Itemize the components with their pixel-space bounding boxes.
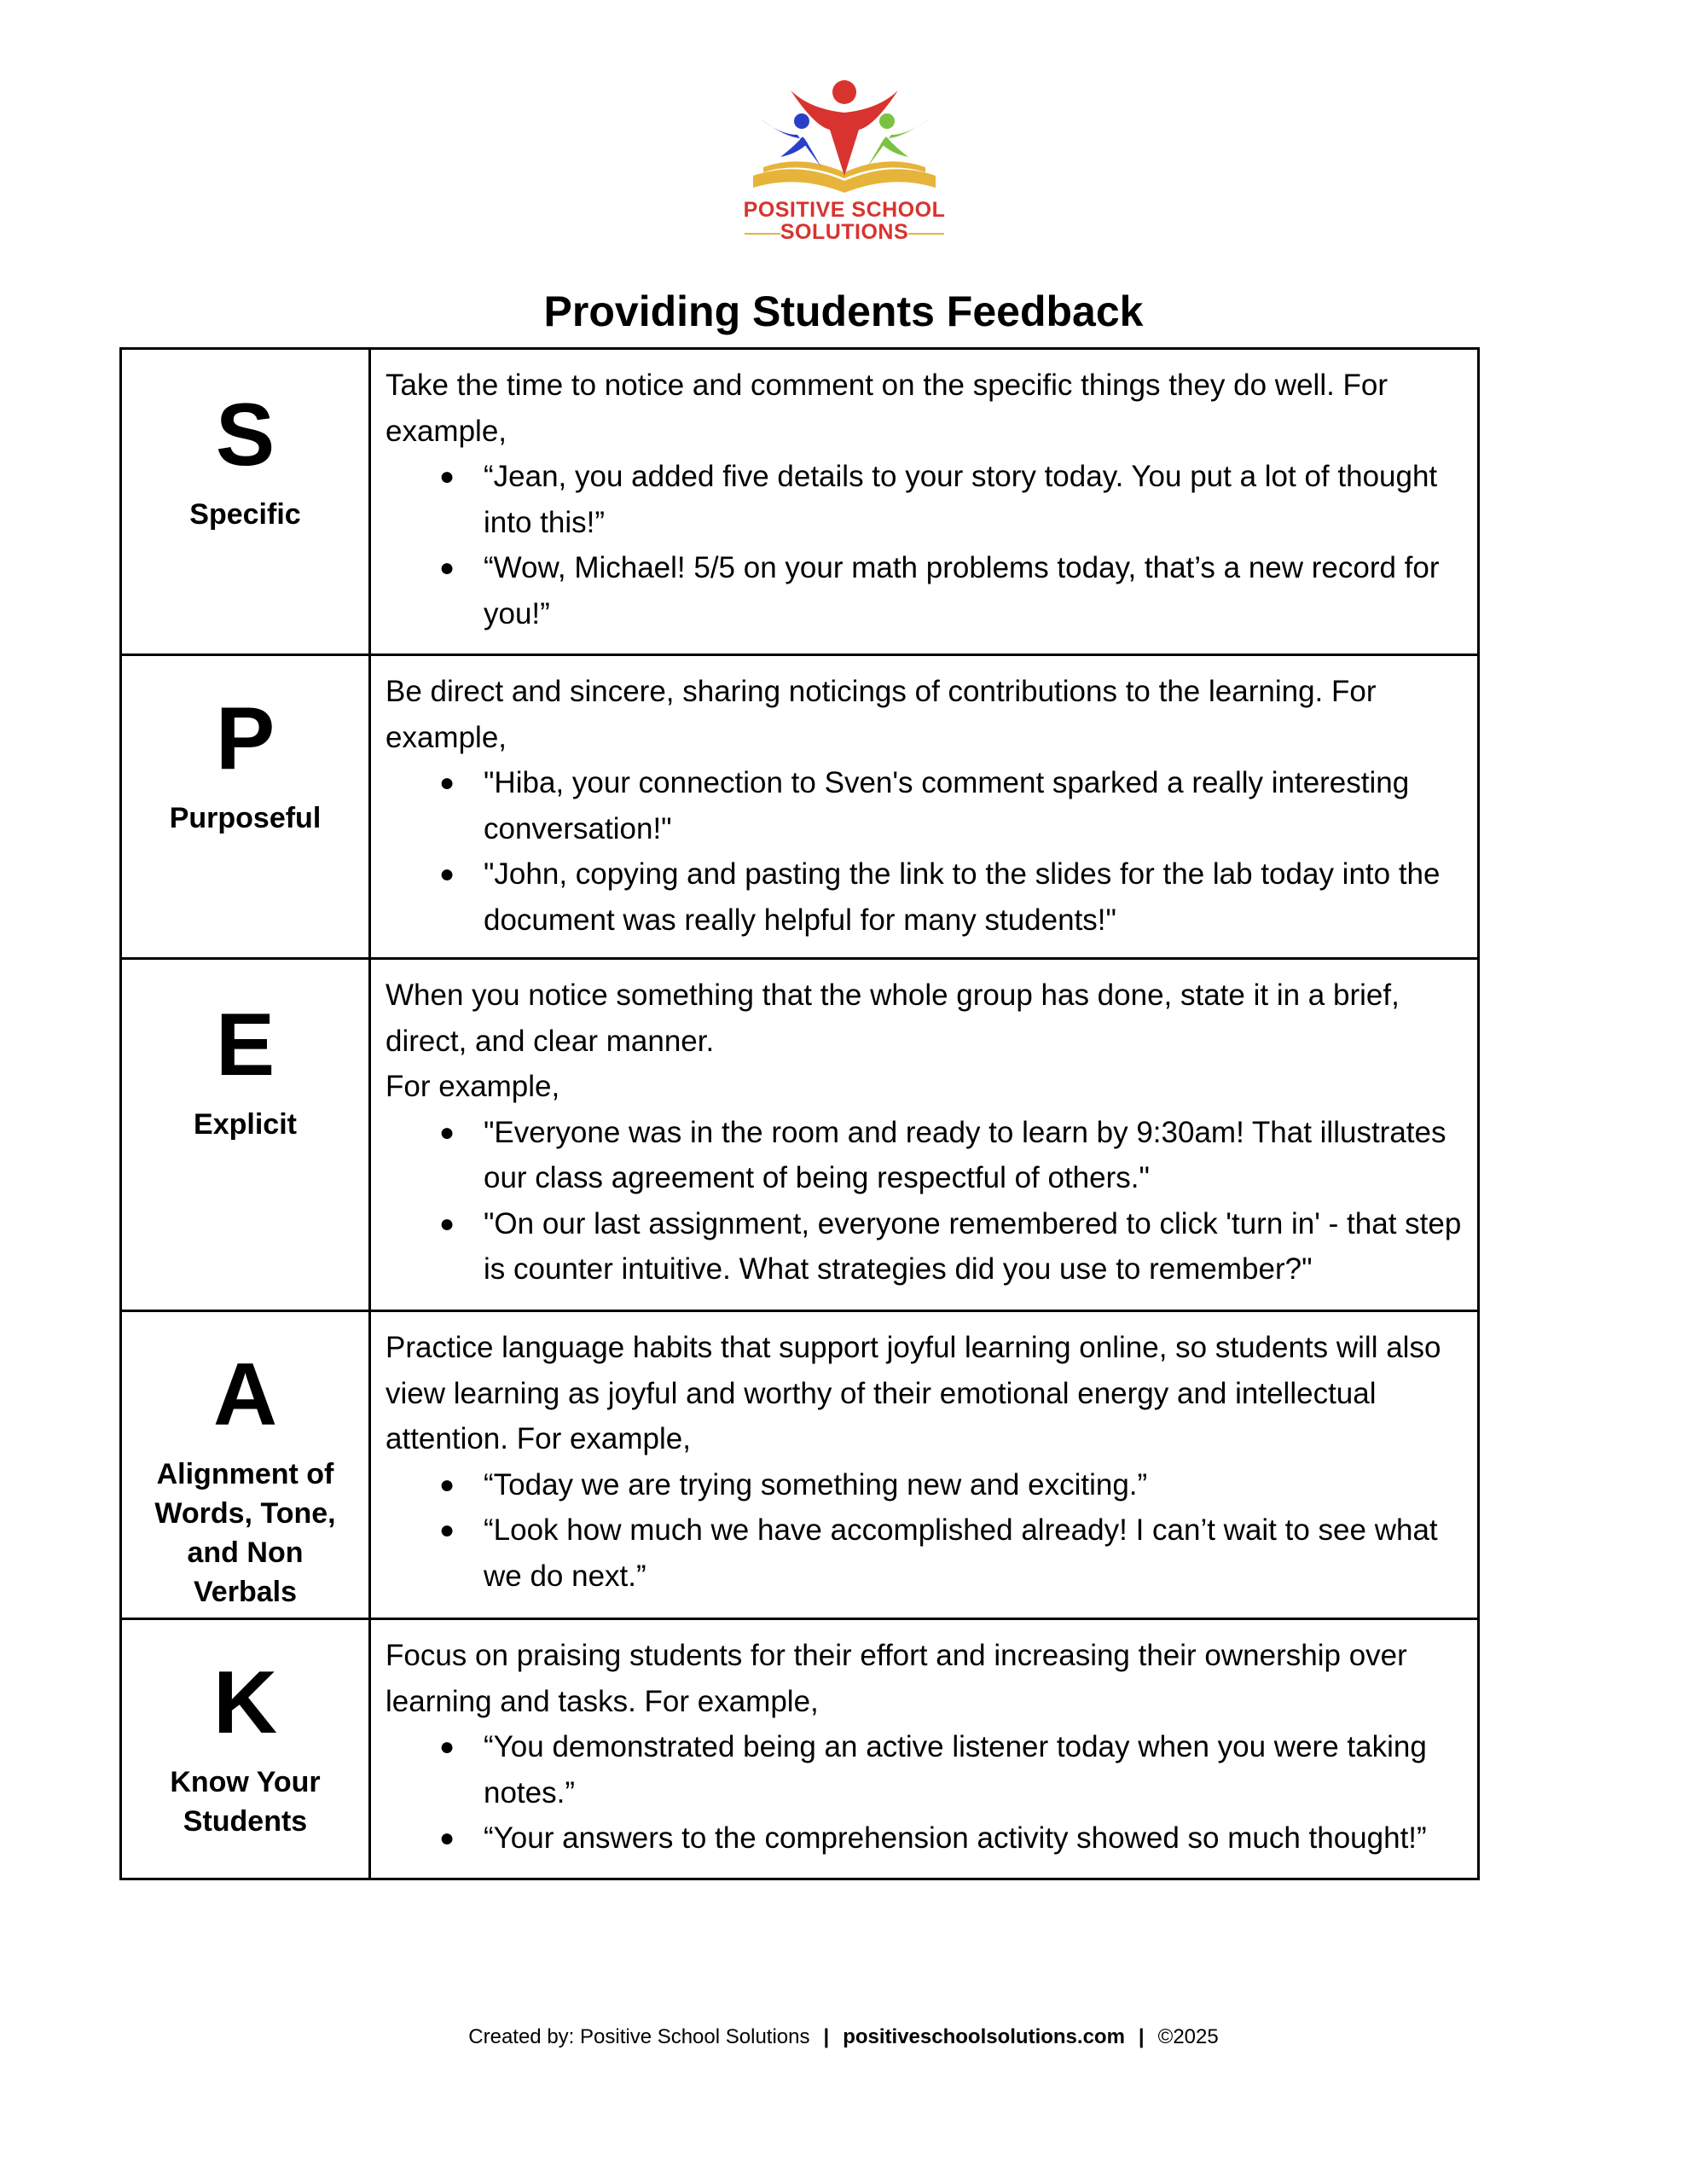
list-item (386, 1201, 1465, 1292)
example-quote: “Today we are trying something new and exciting.” (484, 1467, 1148, 1502)
row-letter: K (212, 1653, 278, 1752)
table-row (121, 349, 1479, 655)
bullet-dot-icon: ● (439, 1824, 455, 1852)
row-content-cell (370, 959, 1479, 1311)
bullet-dot-icon: ● (439, 1733, 455, 1761)
row-intro-text: Be direct and sincere, sharing noticings of contributions to the learning. For example, (386, 675, 1377, 754)
logo-text-line1: POSITIVE SCHOOL (743, 198, 946, 222)
list-item (386, 1110, 1465, 1201)
row-intro-text: Focus on praising students for their effort and increasing their ownership over learning and tasks. For example, (386, 1639, 1407, 1718)
list-item (386, 760, 1465, 851)
row-letter: P (215, 689, 275, 788)
list-item (386, 545, 1465, 636)
logo (729, 75, 959, 251)
row-intro-text: For example, (386, 1070, 560, 1103)
speak-table (119, 347, 1480, 1880)
row-label-cell (121, 1619, 370, 1879)
bullet-dot-icon: ● (439, 769, 455, 797)
row-letter: A (212, 1345, 278, 1444)
row-word: Know Your (170, 1766, 321, 1798)
logo-rule-right (908, 233, 944, 235)
bullet-dot-icon: ● (439, 1516, 455, 1544)
table-row (121, 959, 1479, 1311)
list-item (386, 1507, 1465, 1599)
example-quote: "John, copying and pasting the link to the slides for the lab today into the document was really helpful for many students!" (484, 857, 1441, 937)
example-list (386, 454, 1465, 636)
bullet-dot-icon: ● (439, 1209, 455, 1238)
footer-separator-1: | (823, 2025, 830, 2048)
row-intro-text: When you notice something that the whole group has done, state it in a brief, direct, and clear manner. (386, 979, 1400, 1058)
list-item (386, 1724, 1465, 1815)
logo-text-line2: SOLUTIONS (780, 220, 909, 244)
list-item (386, 851, 1465, 943)
row-label-cell (121, 959, 370, 1311)
list-item (386, 454, 1465, 545)
row-letter: S (215, 386, 275, 485)
footer-website-link[interactable]: positiveschoolsolutions.com (843, 2025, 1125, 2048)
row-word: Students (183, 1805, 308, 1838)
table-row (121, 655, 1479, 959)
example-quote: "On our last assignment, everyone remembered to click 'turn in' - that step is counter intuitive. What strategies did you use to remember?" (484, 1206, 1462, 1286)
footer (0, 2024, 1687, 2051)
bullet-dot-icon: ● (439, 1118, 455, 1147)
row-word: Words, Tone, (154, 1497, 336, 1530)
logo-emblem (729, 75, 959, 203)
example-quote: “Wow, Michael! 5/5 on your math problems today, that’s a new record for you!” (484, 551, 1440, 630)
footer-created-by: Created by: Positive School Solutions (468, 2025, 810, 2048)
bullet-dot-icon: ● (439, 462, 455, 491)
footer-separator-2: | (1138, 2025, 1145, 2048)
bullet-dot-icon: ● (439, 1470, 455, 1499)
row-intro-text: Practice language habits that support joyful learning online, so students will also view learning as joyful and worthy of their emotional energy and intellectual attention. For example, (386, 1331, 1441, 1455)
example-quote: "Everyone was in the room and ready to learn by 9:30am! That illustrates our class agreement of being respectful of others." (484, 1115, 1446, 1194)
row-word: Specific (189, 498, 301, 531)
row-word: Explicit (194, 1108, 297, 1141)
row-word: Verbals (194, 1576, 297, 1608)
list-item (386, 1462, 1465, 1508)
bullet-dot-icon: ● (439, 554, 455, 582)
row-label-cell (121, 349, 370, 655)
page-title: Providing Students Feedback (543, 288, 1144, 335)
table-row (121, 1619, 1479, 1879)
row-word: and Non (187, 1536, 304, 1569)
example-quote: “Your answers to the comprehension activity showed so much thought!” (484, 1821, 1427, 1855)
row-content-cell (370, 655, 1479, 959)
footer-copyright: ©2025 (1157, 2025, 1219, 2048)
example-quote: “You demonstrated being an active listener today when you were taking notes.” (484, 1730, 1427, 1809)
row-label-cell (121, 1311, 370, 1619)
list-item (386, 1815, 1465, 1862)
example-list (386, 760, 1465, 943)
row-word: Purposeful (169, 802, 322, 834)
bullet-dot-icon: ● (439, 860, 455, 888)
table-row (121, 1311, 1479, 1619)
row-content-cell (370, 1619, 1479, 1879)
example-quote: “Look how much we have accomplished already! I can’t wait to see what we do next.” (484, 1513, 1438, 1593)
example-list (386, 1110, 1465, 1292)
example-list (386, 1462, 1465, 1600)
example-quote: “Jean, you added five details to your story today. You put a lot of thought into this!” (484, 460, 1438, 539)
row-content-cell (370, 349, 1479, 655)
row-word: Alignment of (156, 1458, 334, 1490)
row-label-cell (121, 655, 370, 959)
row-letter: E (215, 996, 275, 1095)
row-intro-text: Take the time to notice and comment on the specific things they do well. For example, (386, 369, 1388, 448)
row-content-cell (370, 1311, 1479, 1619)
example-quote: "Hiba, your connection to Sven's comment sparked a really interesting conversation!" (484, 766, 1410, 845)
example-list (386, 1724, 1465, 1862)
